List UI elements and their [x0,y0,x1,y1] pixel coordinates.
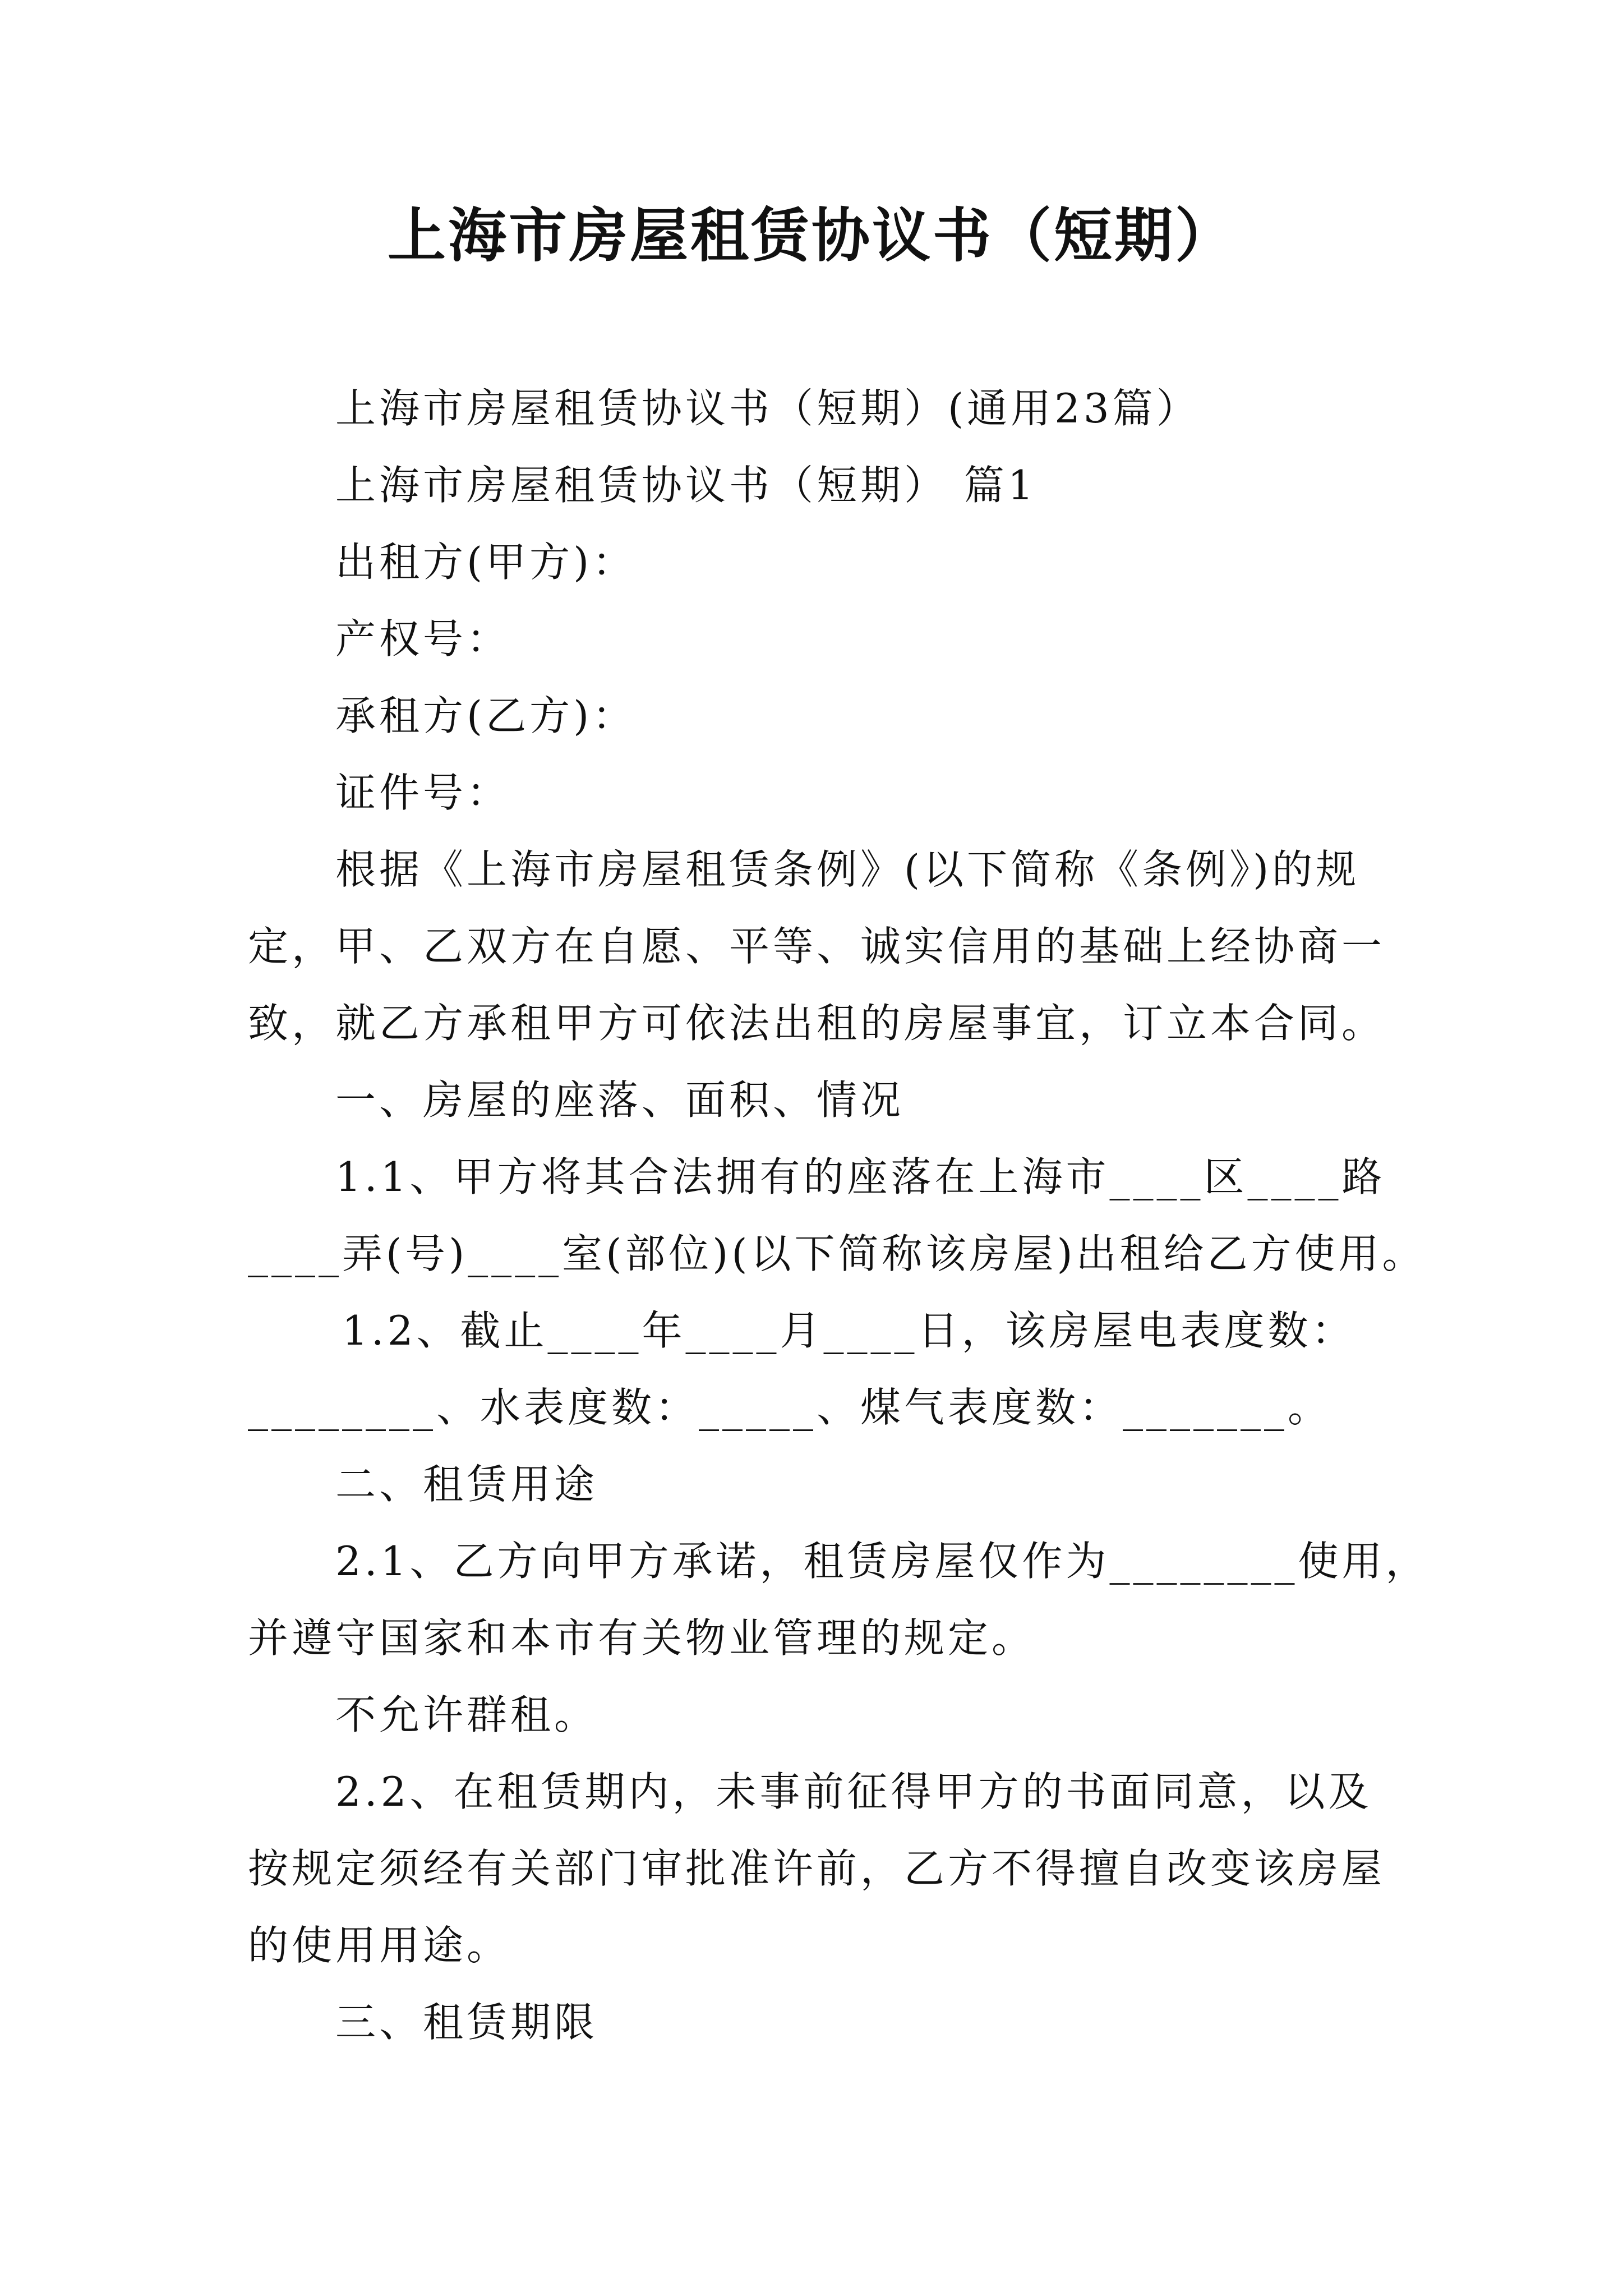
doc-line-article-heading: 上海市房屋租赁协议书（短期） 篇1 [335,462,1037,509]
doc-line-section-1-heading: 一、房屋的座落、面积、情况 [335,1076,905,1124]
doc-line-property-right-no: 产权号： [335,615,511,662]
doc-line-section-3-heading: 三、租赁期限 [335,1999,598,2046]
doc-line-preamble-1: 根据《上海市房屋租赁条例》(以下简称《条例》)的规 [335,846,1360,893]
doc-line-id-no: 证件号： [335,769,511,816]
document-body [248,370,1430,2061]
doc-line-collection-title: 上海市房屋租赁协议书（短期）(通用23篇） [335,385,1200,432]
doc-line-clause-1-1-a: 1.1、甲方将其合法拥有的座落在上海市____区____路 [335,1153,1386,1200]
doc-line-clause-2-1-a: 2.1、乙方向甲方承诺，租赁房屋仅作为________使用， [335,1538,1430,1585]
doc-line-no-group-rental: 不允许群租。 [335,1691,598,1738]
doc-line-clause-1-2-b: ________、水表度数：_____、煤气表度数：_______。 [248,1384,1332,1431]
doc-line-clause-2-2-a: 2.2、在租赁期内，未事前征得甲方的书面同意，以及 [335,1768,1372,1815]
doc-line-section-2-heading: 二、租赁用途 [335,1461,598,1508]
doc-line-clause-2-1-b: 并遵守国家和本市有关物业管理的规定。 [248,1614,1036,1662]
doc-line-lessor: 出租方(甲方)： [335,539,637,586]
doc-line-clause-2-2-b: 按规定须经有关部门审批准许前，乙方不得擅自改变该房屋 [248,1845,1386,1892]
doc-line-preamble-3: 致，就乙方承租甲方可依法出租的房屋事宜，订立本合同。 [248,1000,1386,1047]
document-title: 上海市房屋租赁协议书（短期） [387,201,1235,270]
doc-line-clause-1-2-a: 1.2、截止____年____月____日，该房屋电表度数： [342,1307,1355,1354]
doc-line-clause-2-2-c: 的使用用途。 [248,1922,511,1969]
doc-line-clause-1-1-b: ____弄(号)____室(部位)(以下简称该房屋)出租给乙方使用。 [248,1230,1426,1277]
doc-line-preamble-2: 定，甲、乙双方在自愿、平等、诚实信用的基础上经协商一 [248,923,1386,970]
doc-line-lessee: 承租方(乙方)： [335,692,637,739]
